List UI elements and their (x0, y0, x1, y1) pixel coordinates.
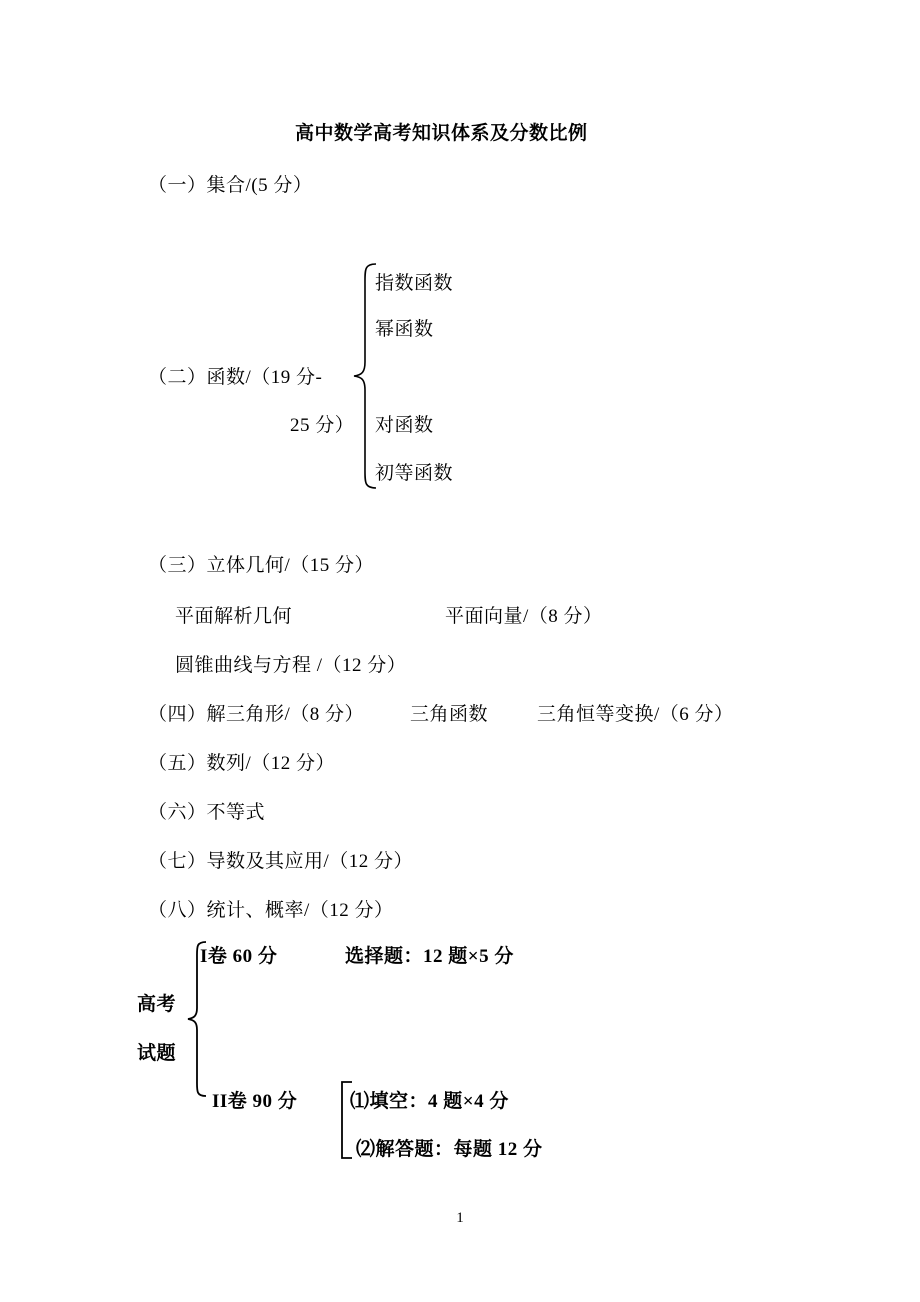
exam-paper1-label: I卷 60 分 (200, 946, 278, 967)
page-number: 1 (456, 1210, 464, 1226)
exam-paper2-label: II卷 90 分 (212, 1091, 298, 1112)
function-item-power: 幂函数 (375, 319, 434, 340)
exam-paper2-item-fill: ⑴填空：4 题×4 分 (350, 1091, 509, 1112)
section-plane-analytic-geometry: 平面解析几何 (175, 606, 293, 627)
section-sequence: （五）数列/（12 分） (148, 753, 336, 774)
section-function-label-cont: 25 分） (290, 415, 355, 436)
section-derivative: （七）导数及其应用/（12 分） (148, 851, 414, 872)
function-item-log: 对函数 (375, 415, 434, 436)
exam-title-line2: 试题 (137, 1043, 177, 1064)
section-set: （一）集合/(5 分） (148, 175, 313, 196)
section-solid-geometry: （三）立体几何/（15 分） (148, 555, 375, 576)
exam-title-line1: 高考 (137, 994, 177, 1015)
section-function-label: （二）函数/（19 分- (148, 367, 323, 388)
page-title: 高中数学高考知识体系及分数比例 (295, 123, 588, 144)
section-solve-triangle: （四）解三角形/（8 分） (148, 704, 365, 725)
section-conic-equations: 圆锥曲线与方程 /（12 分） (175, 655, 407, 676)
section-plane-vector: 平面向量/（8 分） (445, 606, 603, 627)
function-item-exponential: 指数函数 (375, 273, 454, 294)
brace-function-icon (352, 262, 378, 490)
section-statistics-probability: （八）统计、概率/（12 分） (148, 900, 394, 921)
exam-paper2-item-answer: ⑵解答题：每题 12 分 (356, 1139, 543, 1160)
exam-paper1-detail: 选择题：12 题×5 分 (345, 946, 514, 967)
function-item-elementary: 初等函数 (375, 463, 454, 484)
section-inequality: （六）不等式 (148, 802, 266, 823)
section-trig-identity: 三角恒等变换/（6 分） (537, 704, 734, 725)
section-trig-function: 三角函数 (410, 704, 489, 725)
